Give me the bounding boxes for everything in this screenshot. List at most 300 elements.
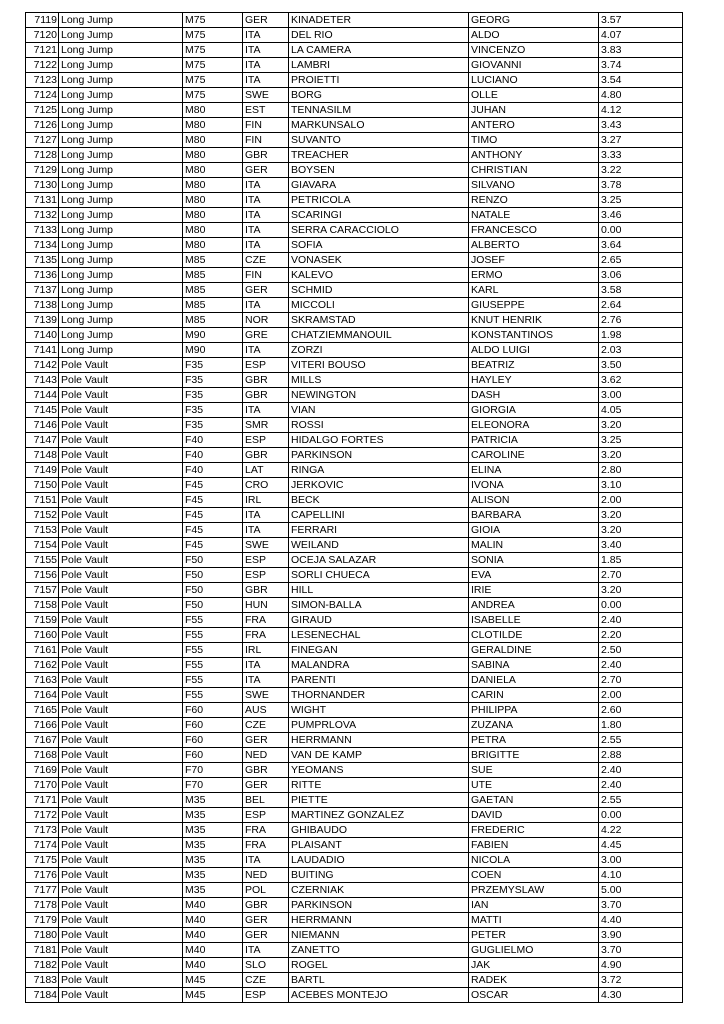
table-row [26, 238, 683, 253]
first-name-cell: ANTERO [469, 118, 599, 133]
event-cell: Long Jump [59, 133, 183, 148]
nation-cell: GER [243, 13, 289, 28]
table-row [26, 748, 683, 763]
table-row [26, 703, 683, 718]
entry-number-cell: 7142 [26, 358, 59, 373]
first-name-cell: ERMO [469, 268, 599, 283]
table-row [26, 568, 683, 583]
result-cell: 1.98 [599, 328, 683, 343]
table-row [26, 478, 683, 493]
last-name-cell: RITTE [289, 778, 469, 793]
table-row [26, 583, 683, 598]
first-name-cell: NATALE [469, 208, 599, 223]
nation-cell: FRA [243, 838, 289, 853]
category-cell: M75 [183, 28, 243, 43]
last-name-cell: TREACHER [289, 148, 469, 163]
table-row [26, 958, 683, 973]
entry-number-cell: 7184 [26, 988, 59, 1003]
event-cell: Long Jump [59, 343, 183, 358]
nation-cell: GER [243, 778, 289, 793]
first-name-cell: FABIEN [469, 838, 599, 853]
result-cell: 4.12 [599, 103, 683, 118]
category-cell: F50 [183, 598, 243, 613]
last-name-cell: MARTINEZ GONZALEZ [289, 808, 469, 823]
event-cell: Pole Vault [59, 898, 183, 913]
entry-number-cell: 7177 [26, 883, 59, 898]
entry-number-cell: 7156 [26, 568, 59, 583]
last-name-cell: BUITING [289, 868, 469, 883]
table-row [26, 823, 683, 838]
table-row [26, 133, 683, 148]
first-name-cell: ALBERTO [469, 238, 599, 253]
event-cell: Pole Vault [59, 958, 183, 973]
event-cell: Pole Vault [59, 988, 183, 1003]
entry-number-cell: 7124 [26, 88, 59, 103]
event-cell: Pole Vault [59, 883, 183, 898]
result-cell: 3.25 [599, 433, 683, 448]
last-name-cell: KALEVO [289, 268, 469, 283]
entry-number-cell: 7164 [26, 688, 59, 703]
category-cell: M75 [183, 73, 243, 88]
nation-cell: CZE [243, 973, 289, 988]
event-cell: Pole Vault [59, 433, 183, 448]
nation-cell: IRL [243, 493, 289, 508]
last-name-cell: PIETTE [289, 793, 469, 808]
nation-cell: IRL [243, 643, 289, 658]
result-cell: 4.40 [599, 913, 683, 928]
category-cell: M40 [183, 958, 243, 973]
table-row [26, 343, 683, 358]
result-cell: 3.20 [599, 523, 683, 538]
event-cell: Pole Vault [59, 913, 183, 928]
entry-number-cell: 7163 [26, 673, 59, 688]
result-cell: 3.46 [599, 208, 683, 223]
event-cell: Long Jump [59, 313, 183, 328]
table-row [26, 418, 683, 433]
event-cell: Pole Vault [59, 793, 183, 808]
category-cell: F50 [183, 553, 243, 568]
first-name-cell: KARL [469, 283, 599, 298]
first-name-cell: UTE [469, 778, 599, 793]
event-cell: Pole Vault [59, 838, 183, 853]
result-cell: 3.54 [599, 73, 683, 88]
first-name-cell: MATTI [469, 913, 599, 928]
first-name-cell: PATRICIA [469, 433, 599, 448]
first-name-cell: TIMO [469, 133, 599, 148]
first-name-cell: PHILIPPA [469, 703, 599, 718]
event-cell: Pole Vault [59, 568, 183, 583]
table-row [26, 553, 683, 568]
first-name-cell: SUE [469, 763, 599, 778]
nation-cell: ITA [243, 43, 289, 58]
last-name-cell: ROGEL [289, 958, 469, 973]
nation-cell: GBR [243, 448, 289, 463]
result-cell: 3.62 [599, 373, 683, 388]
table-row [26, 778, 683, 793]
entry-number-cell: 7146 [26, 418, 59, 433]
first-name-cell: GIOVANNI [469, 58, 599, 73]
last-name-cell: LAMBRI [289, 58, 469, 73]
result-cell: 3.33 [599, 148, 683, 163]
nation-cell: AUS [243, 703, 289, 718]
category-cell: F60 [183, 733, 243, 748]
event-cell: Pole Vault [59, 598, 183, 613]
table-row [26, 208, 683, 223]
entry-number-cell: 7181 [26, 943, 59, 958]
last-name-cell: PLAISANT [289, 838, 469, 853]
last-name-cell: PETRICOLA [289, 193, 469, 208]
event-cell: Long Jump [59, 238, 183, 253]
first-name-cell: JAK [469, 958, 599, 973]
category-cell: M45 [183, 973, 243, 988]
event-cell: Long Jump [59, 208, 183, 223]
table-row [26, 118, 683, 133]
result-cell: 3.64 [599, 238, 683, 253]
nation-cell: ESP [243, 988, 289, 1003]
table-row [26, 193, 683, 208]
event-cell: Pole Vault [59, 448, 183, 463]
category-cell: M75 [183, 58, 243, 73]
category-cell: M75 [183, 13, 243, 28]
last-name-cell: LAUDADIO [289, 853, 469, 868]
last-name-cell: VAN DE KAMP [289, 748, 469, 763]
first-name-cell: COEN [469, 868, 599, 883]
nation-cell: GRE [243, 328, 289, 343]
result-cell: 3.20 [599, 418, 683, 433]
result-cell: 2.55 [599, 733, 683, 748]
last-name-cell: MILLS [289, 373, 469, 388]
first-name-cell: OSCAR [469, 988, 599, 1003]
event-cell: Pole Vault [59, 508, 183, 523]
last-name-cell: VONASEK [289, 253, 469, 268]
entry-number-cell: 7130 [26, 178, 59, 193]
category-cell: M80 [183, 103, 243, 118]
category-cell: M90 [183, 343, 243, 358]
last-name-cell: SCARINGI [289, 208, 469, 223]
category-cell: M35 [183, 823, 243, 838]
nation-cell: SWE [243, 688, 289, 703]
event-cell: Pole Vault [59, 733, 183, 748]
event-cell: Pole Vault [59, 373, 183, 388]
table-row [26, 88, 683, 103]
last-name-cell: NIEMANN [289, 928, 469, 943]
entry-number-cell: 7121 [26, 43, 59, 58]
last-name-cell: MALANDRA [289, 658, 469, 673]
result-cell: 3.78 [599, 178, 683, 193]
last-name-cell: FERRARI [289, 523, 469, 538]
entry-number-cell: 7129 [26, 163, 59, 178]
category-cell: F50 [183, 583, 243, 598]
event-cell: Pole Vault [59, 823, 183, 838]
entry-number-cell: 7145 [26, 403, 59, 418]
event-cell: Long Jump [59, 58, 183, 73]
table-row [26, 898, 683, 913]
results-table [25, 12, 683, 1003]
entry-number-cell: 7132 [26, 208, 59, 223]
first-name-cell: CAROLINE [469, 448, 599, 463]
entry-number-cell: 7148 [26, 448, 59, 463]
first-name-cell: CLOTILDE [469, 628, 599, 643]
last-name-cell: ROSSI [289, 418, 469, 433]
first-name-cell: IRIE [469, 583, 599, 598]
table-row [26, 13, 683, 28]
table-row [26, 628, 683, 643]
last-name-cell: PROIETTI [289, 73, 469, 88]
category-cell: F60 [183, 748, 243, 763]
result-cell: 0.00 [599, 808, 683, 823]
result-cell: 3.58 [599, 283, 683, 298]
nation-cell: LAT [243, 463, 289, 478]
entry-number-cell: 7152 [26, 508, 59, 523]
event-cell: Pole Vault [59, 973, 183, 988]
event-cell: Pole Vault [59, 403, 183, 418]
category-cell: F60 [183, 703, 243, 718]
category-cell: F60 [183, 718, 243, 733]
category-cell: M85 [183, 253, 243, 268]
table-row [26, 658, 683, 673]
category-cell: M40 [183, 913, 243, 928]
table-row [26, 373, 683, 388]
result-cell: 2.40 [599, 613, 683, 628]
last-name-cell: VIAN [289, 403, 469, 418]
event-cell: Long Jump [59, 178, 183, 193]
nation-cell: ITA [243, 943, 289, 958]
table-row [26, 613, 683, 628]
result-cell: 4.45 [599, 838, 683, 853]
event-cell: Pole Vault [59, 778, 183, 793]
result-cell: 4.22 [599, 823, 683, 838]
table-row [26, 73, 683, 88]
category-cell: F45 [183, 508, 243, 523]
table-row [26, 793, 683, 808]
table-row [26, 328, 683, 343]
last-name-cell: TENNASILM [289, 103, 469, 118]
event-cell: Pole Vault [59, 658, 183, 673]
nation-cell: NED [243, 868, 289, 883]
first-name-cell: ALDO [469, 28, 599, 43]
entry-number-cell: 7149 [26, 463, 59, 478]
category-cell: F50 [183, 568, 243, 583]
first-name-cell: SABINA [469, 658, 599, 673]
table-row [26, 868, 683, 883]
nation-cell: SLO [243, 958, 289, 973]
nation-cell: GER [243, 733, 289, 748]
event-cell: Pole Vault [59, 643, 183, 658]
nation-cell: GER [243, 163, 289, 178]
nation-cell: SWE [243, 538, 289, 553]
event-cell: Long Jump [59, 43, 183, 58]
nation-cell: ITA [243, 238, 289, 253]
last-name-cell: SIMON-BALLA [289, 598, 469, 613]
last-name-cell: BARTL [289, 973, 469, 988]
first-name-cell: MALIN [469, 538, 599, 553]
result-cell: 2.40 [599, 778, 683, 793]
first-name-cell: GIORGIA [469, 403, 599, 418]
table-row [26, 433, 683, 448]
first-name-cell: PRZEMYSLAW [469, 883, 599, 898]
last-name-cell: MARKUNSALO [289, 118, 469, 133]
result-cell: 0.00 [599, 598, 683, 613]
nation-cell: ITA [243, 73, 289, 88]
table-row [26, 493, 683, 508]
first-name-cell: LUCIANO [469, 73, 599, 88]
first-name-cell: GIUSEPPE [469, 298, 599, 313]
table-row [26, 103, 683, 118]
table-row [26, 688, 683, 703]
category-cell: M75 [183, 43, 243, 58]
category-cell: F40 [183, 448, 243, 463]
nation-cell: GBR [243, 388, 289, 403]
entry-number-cell: 7174 [26, 838, 59, 853]
entry-number-cell: 7150 [26, 478, 59, 493]
table-row [26, 313, 683, 328]
first-name-cell: JUHAN [469, 103, 599, 118]
event-cell: Pole Vault [59, 943, 183, 958]
result-cell: 1.85 [599, 553, 683, 568]
last-name-cell: GIRAUD [289, 613, 469, 628]
result-cell: 4.30 [599, 988, 683, 1003]
category-cell: F70 [183, 778, 243, 793]
category-cell: F45 [183, 493, 243, 508]
table-row [26, 28, 683, 43]
result-cell: 3.00 [599, 388, 683, 403]
entry-number-cell: 7166 [26, 718, 59, 733]
entry-number-cell: 7172 [26, 808, 59, 823]
nation-cell: GBR [243, 898, 289, 913]
event-cell: Long Jump [59, 223, 183, 238]
result-cell: 2.70 [599, 568, 683, 583]
entry-number-cell: 7135 [26, 253, 59, 268]
nation-cell: ITA [243, 508, 289, 523]
category-cell: M80 [183, 223, 243, 238]
entry-number-cell: 7137 [26, 283, 59, 298]
first-name-cell: SONIA [469, 553, 599, 568]
event-cell: Pole Vault [59, 358, 183, 373]
table-row [26, 58, 683, 73]
entry-number-cell: 7119 [26, 13, 59, 28]
result-cell: 2.40 [599, 658, 683, 673]
table-row [26, 943, 683, 958]
event-cell: Pole Vault [59, 763, 183, 778]
event-cell: Long Jump [59, 103, 183, 118]
nation-cell: SWE [243, 88, 289, 103]
category-cell: F70 [183, 763, 243, 778]
nation-cell: ITA [243, 298, 289, 313]
table-row [26, 223, 683, 238]
entry-number-cell: 7134 [26, 238, 59, 253]
last-name-cell: CZERNIAK [289, 883, 469, 898]
event-cell: Long Jump [59, 193, 183, 208]
first-name-cell: ALISON [469, 493, 599, 508]
event-cell: Pole Vault [59, 718, 183, 733]
nation-cell: FIN [243, 268, 289, 283]
last-name-cell: PARENTI [289, 673, 469, 688]
table-row [26, 763, 683, 778]
category-cell: M90 [183, 328, 243, 343]
table-row [26, 163, 683, 178]
category-cell: F35 [183, 403, 243, 418]
first-name-cell: ALDO LUIGI [469, 343, 599, 358]
entry-number-cell: 7128 [26, 148, 59, 163]
last-name-cell: VITERI BOUSO [289, 358, 469, 373]
category-cell: F45 [183, 478, 243, 493]
entry-number-cell: 7120 [26, 28, 59, 43]
last-name-cell: NEWINGTON [289, 388, 469, 403]
first-name-cell: BEATRIZ [469, 358, 599, 373]
nation-cell: CZE [243, 718, 289, 733]
nation-cell: ITA [243, 853, 289, 868]
category-cell: M80 [183, 193, 243, 208]
entry-number-cell: 7179 [26, 913, 59, 928]
result-cell: 5.00 [599, 883, 683, 898]
entry-number-cell: 7160 [26, 628, 59, 643]
first-name-cell: ANDREA [469, 598, 599, 613]
entry-number-cell: 7131 [26, 193, 59, 208]
result-cell: 3.83 [599, 43, 683, 58]
nation-cell: FIN [243, 133, 289, 148]
table-row [26, 523, 683, 538]
entry-number-cell: 7180 [26, 928, 59, 943]
entry-number-cell: 7182 [26, 958, 59, 973]
event-cell: Pole Vault [59, 418, 183, 433]
nation-cell: ESP [243, 433, 289, 448]
last-name-cell: BECK [289, 493, 469, 508]
last-name-cell: FINEGAN [289, 643, 469, 658]
nation-cell: ESP [243, 553, 289, 568]
nation-cell: GER [243, 913, 289, 928]
entry-number-cell: 7175 [26, 853, 59, 868]
first-name-cell: GAETAN [469, 793, 599, 808]
last-name-cell: HERRMANN [289, 913, 469, 928]
nation-cell: NOR [243, 313, 289, 328]
last-name-cell: MICCOLI [289, 298, 469, 313]
nation-cell: GER [243, 928, 289, 943]
last-name-cell: CAPELLINI [289, 508, 469, 523]
table-row [26, 733, 683, 748]
event-cell: Long Jump [59, 118, 183, 133]
event-cell: Pole Vault [59, 523, 183, 538]
category-cell: M85 [183, 283, 243, 298]
nation-cell: ITA [243, 403, 289, 418]
first-name-cell: ELINA [469, 463, 599, 478]
result-cell: 4.05 [599, 403, 683, 418]
nation-cell: GBR [243, 763, 289, 778]
event-cell: Pole Vault [59, 493, 183, 508]
entry-number-cell: 7155 [26, 553, 59, 568]
first-name-cell: ZUZANA [469, 718, 599, 733]
event-cell: Long Jump [59, 28, 183, 43]
category-cell: M40 [183, 928, 243, 943]
nation-cell: ITA [243, 658, 289, 673]
entry-number-cell: 7161 [26, 643, 59, 658]
first-name-cell: PETRA [469, 733, 599, 748]
category-cell: M45 [183, 988, 243, 1003]
results-table-body [26, 13, 683, 1003]
first-name-cell: BARBARA [469, 508, 599, 523]
last-name-cell: JERKOVIC [289, 478, 469, 493]
first-name-cell: KONSTANTINOS [469, 328, 599, 343]
entry-number-cell: 7125 [26, 103, 59, 118]
entry-number-cell: 7168 [26, 748, 59, 763]
entry-number-cell: 7170 [26, 778, 59, 793]
result-cell: 2.88 [599, 748, 683, 763]
entry-number-cell: 7178 [26, 898, 59, 913]
nation-cell: ESP [243, 568, 289, 583]
category-cell: M40 [183, 943, 243, 958]
table-row [26, 283, 683, 298]
result-cell: 3.57 [599, 13, 683, 28]
event-cell: Pole Vault [59, 583, 183, 598]
